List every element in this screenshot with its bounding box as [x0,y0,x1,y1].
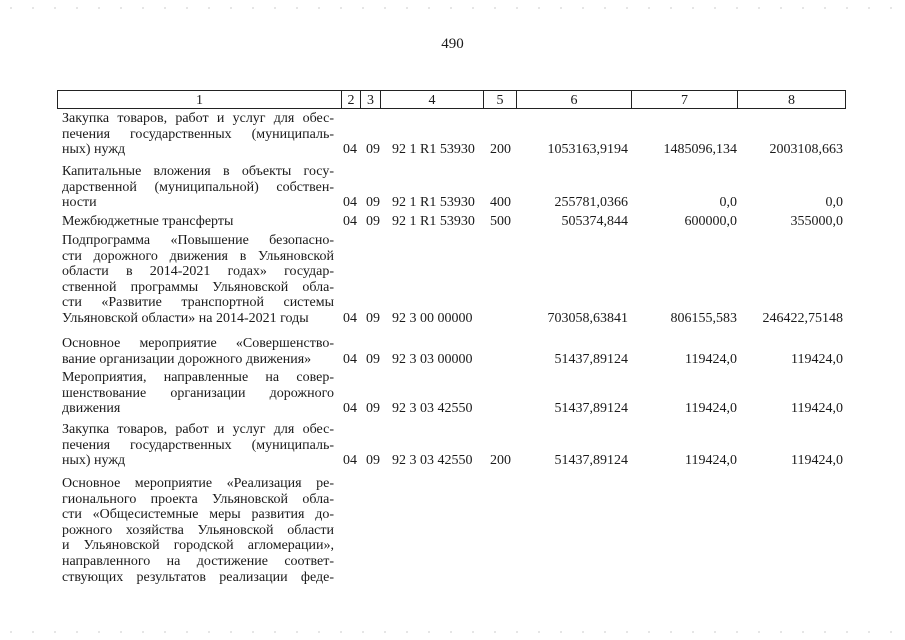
description-line: Межбюджетные трансферты [62,214,234,229]
cell-c8: 2003108,663 [769,142,843,158]
row-description [62,214,334,230]
header-col-8: 8 [788,93,795,108]
cell-c4: 92 3 03 00000 [392,351,473,367]
cell-c7: 119424,0 [685,351,737,367]
row-description [62,233,334,327]
description-line: и Ульяновской городской агломерации», [62,538,334,554]
description-line: области в 2014-2021 годах» государ- [62,264,334,280]
header-col-7: 7 [632,91,738,108]
cell-c6: 703058,63841 [547,311,628,326]
header-col-2: 2 [342,91,361,108]
description-line: шенствование организации дорожного [62,385,334,401]
cell-c5: 400 [490,195,511,211]
cell-c6: 255781,0366 [554,195,628,211]
cell-c6: 505374,844 [561,214,628,229]
cell-c4: 92 3 03 42550 [392,453,473,469]
description-line: Основное мероприятие «Совершенство- [62,336,334,351]
description-line: дарственной (муниципальной) собствен- [62,179,334,195]
cell-c6: 51437,89124 [554,453,628,469]
cell-c6: 51437,89124 [554,351,628,367]
cell-c4: 92 1 R1 53930 [392,142,475,158]
cell-c7: 806155,583 [670,311,737,326]
cell-c7: 0,0 [719,195,737,211]
row-description [62,111,334,158]
cell-c3: 09 [366,195,380,211]
description-line: печения государственных (муниципаль- [62,437,334,453]
cell-c2: 04 [343,142,357,158]
row-description [62,164,334,211]
cell-c2: 04 [343,453,357,469]
cell-c3: 09 [366,142,380,158]
cell-c8: 0,0 [825,195,843,211]
description-line: Основное мероприятие «Реализация ре- [62,476,334,491]
description-line: гионального проекта Ульяновской обла- [62,491,334,507]
cell-c2: 04 [343,195,357,211]
cell-c2: 04 [343,311,357,326]
description-line: Ульяновской области» на 2014-2021 годы [62,310,309,326]
header-col-4: 4 [381,91,484,108]
header-col-1: 1 [58,91,342,108]
cell-c4: 92 3 03 42550 [392,401,473,417]
description-line: Капитальные вложения в объекты госу- [62,164,334,179]
description-line: Закупка товаров, работ и услуг для обес- [62,422,334,437]
cell-c4: 92 1 R1 53930 [392,195,475,211]
scan-noise-bottom [0,630,905,634]
cell-c6: 51437,89124 [554,401,628,417]
description-line: направленного на достижение соответ- [62,553,334,569]
description-line: Мероприятия, направленные на совер- [62,370,334,385]
cell-c8: 119424,0 [791,453,843,469]
description-line: рожного хозяйства Ульяновской области [62,522,334,538]
description-line: сти дорожного движения в Ульяновской [62,248,334,264]
cell-c8: 246422,75148 [762,311,843,326]
description-line: ствующих результатов реализации феде- [62,569,334,585]
header-col-3: 3 [361,91,381,108]
cell-c7: 1485096,134 [663,142,737,158]
description-line: сти «Развитие транспортной системы [62,295,334,311]
cell-c7: 600000,0 [684,214,737,229]
cell-c3: 09 [366,453,380,469]
description-line: Подпрограмма «Повышение безопасно- [62,233,334,248]
cell-c3: 09 [366,214,380,229]
description-line: ных) нужд [62,453,126,469]
cell-c3: 09 [366,401,380,417]
row-description [62,370,334,417]
row-description [62,476,334,585]
cell-c8: 119424,0 [791,351,843,367]
description-line: движения [62,401,121,417]
cell-c2: 04 [343,214,357,229]
cell-c4: 92 3 00 00000 [392,311,473,326]
scan-noise-top [0,6,905,10]
page-number: 490 [441,36,464,52]
description-line: сти «Общесистемные меры развития до- [62,507,334,523]
cell-c5: 200 [490,142,511,158]
cell-c3: 09 [366,351,380,367]
cell-c7: 119424,0 [685,453,737,469]
cell-c2: 04 [343,401,357,417]
table-header-row [57,90,846,109]
description-line: ности [62,195,97,211]
cell-c8: 119424,0 [791,401,843,417]
description-line: ственной программы Ульяновской обла- [62,279,334,295]
cell-c5: 500 [490,214,511,229]
row-description [62,422,334,469]
description-line: вание организации дорожного движения» [62,351,312,367]
header-col-6: 6 [517,91,632,108]
cell-c7: 119424,0 [685,401,737,417]
header-col-5: 5 [484,91,517,108]
description-line: Закупка товаров, работ и услуг для обес- [62,111,334,126]
cell-c3: 09 [366,311,380,326]
cell-c4: 92 1 R1 53930 [392,214,475,229]
cell-c8: 355000,0 [790,214,843,229]
cell-c6: 1053163,9194 [547,142,628,158]
description-line: печения государственных (муниципаль- [62,126,334,142]
row-description [62,336,334,367]
description-line: ных) нужд [62,142,126,158]
cell-c2: 04 [343,351,357,367]
cell-c5: 200 [490,453,511,469]
